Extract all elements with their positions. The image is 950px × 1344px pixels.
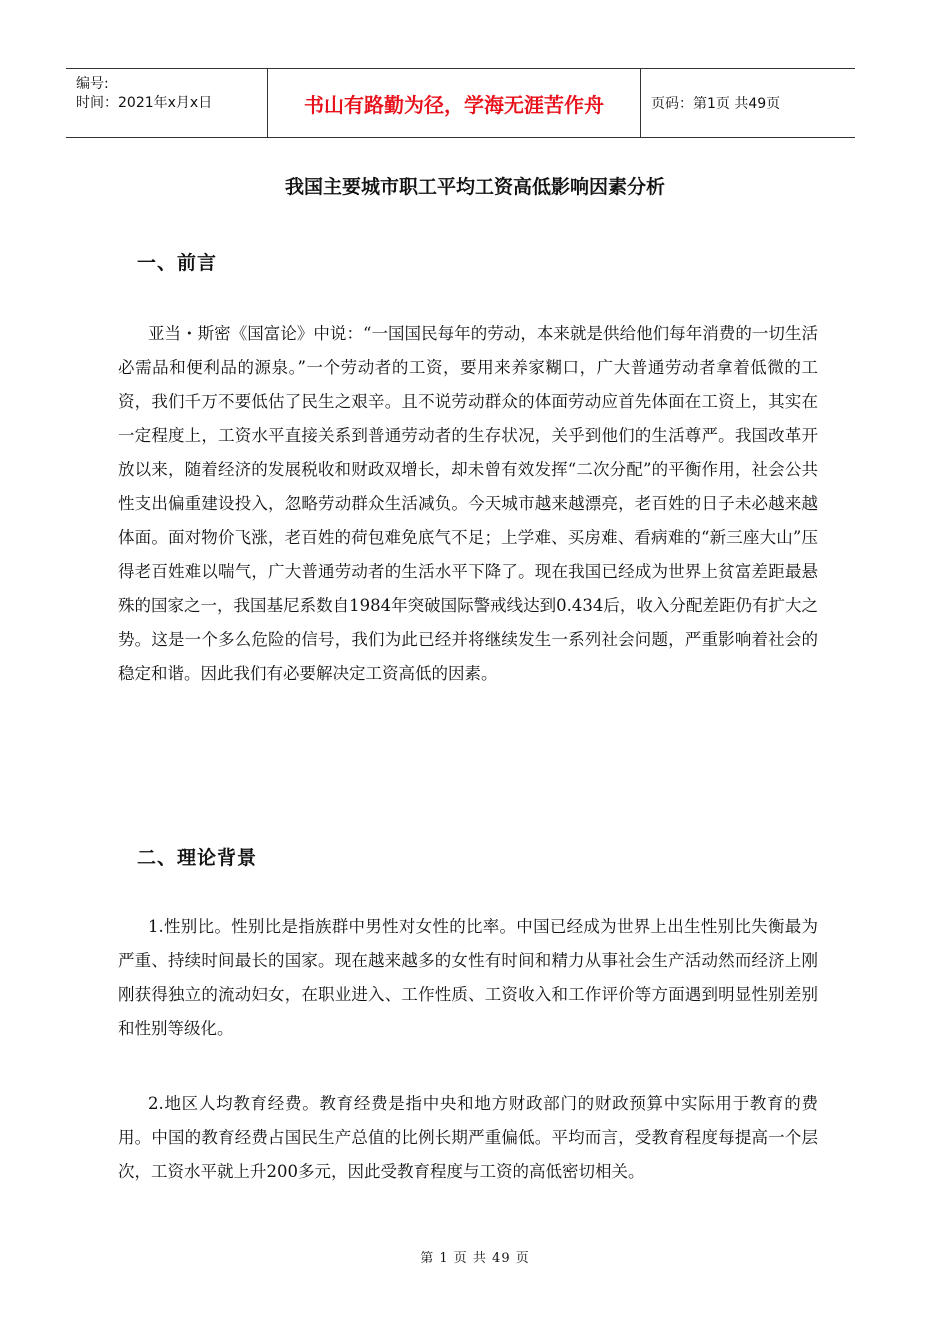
document-time-label: 时间：2021年x月x日 [76, 95, 213, 111]
header-meta [66, 69, 268, 137]
document-number-label: 编号: [76, 76, 109, 92]
document-title: 我国主要城市职工平均工资高低影响因素分析 [284, 176, 665, 198]
page-footer: 第 1 页 共 49 页 [420, 1251, 530, 1266]
page-header [66, 68, 855, 138]
paragraph-sex-ratio: 1.性别比。性别比是指族群中男性对女性的比率。中国已经成为世界上出生性别比失衡最为严重、持续时间最长的国家。现在越来越多的女性有时间和精力从事社会生产活动然而经济上刚刚获得独立的流动妇女，在职业进入、工作性质、工资收入和工作评价等方面遇到明显性别差别和性别等级化。 [118, 917, 818, 1038]
header-motto: 书山有路勤为径，学海无涯苦作舟 [268, 69, 641, 137]
header-page-info: 页码：第1页 共49页 [651, 96, 781, 112]
section-heading-theory: 二、理论背景 [137, 847, 258, 869]
paragraph-education-funding: 2.地区人均教育经费。教育经费是指中央和地方财政部门的财政预算中实际用于教育的费用。中国的教育经费占国民生产总值的比例长期严重偏低。平均而言，受教育程度每提高一个层次，工资水平就上升200多元，因此受教育程度与工资的高低密切相关。 [118, 1094, 818, 1181]
section-heading-preface: 一、前言 [137, 252, 218, 274]
paragraph-preface: 亚当・斯密《国富论》中说：“一国国民每年的劳动，本来就是供给他们每年消费的一切生活必需品和便利品的源泉。”一个劳动者的工资，要用来养家糊口，广大普通劳动者拿着低微的工资，我们千万不要低估了民生之艰辛。且不说劳动群众的体面劳动应首先体面在工资上，其实在一定程度上，工资水平直接关系到普通劳动者的生存状况，关乎到他们的生活尊严。我国改革开放以来，随着经济的发展税收和财政双增长，却未曾有效发挥“二次分配”的平衡作用，社会公共性支出偏重建设投入，忽略劳动群众生活减负。今天城市越来越漂亮，老百姓的日子未必越来越体面。面对物价飞涨，老百姓的荷包难免底气不足；上学难、买房难、看病难的“新三座大山”压得老百姓难以喘气，广大普通劳动者的生活水平下降了。现在我国已经成为世界上贫富差距最悬殊的国家之一，我国基尼系数自1984年突破国际警戒线达到0.434后，收入分配差距仍有扩大之势。这是一个多么危险的信号，我们为此已经并将继续发生一系列社会问题，严重影响着社会的稳定和谐。因此我们有必要解决定工资高低的因素。 [118, 324, 818, 683]
